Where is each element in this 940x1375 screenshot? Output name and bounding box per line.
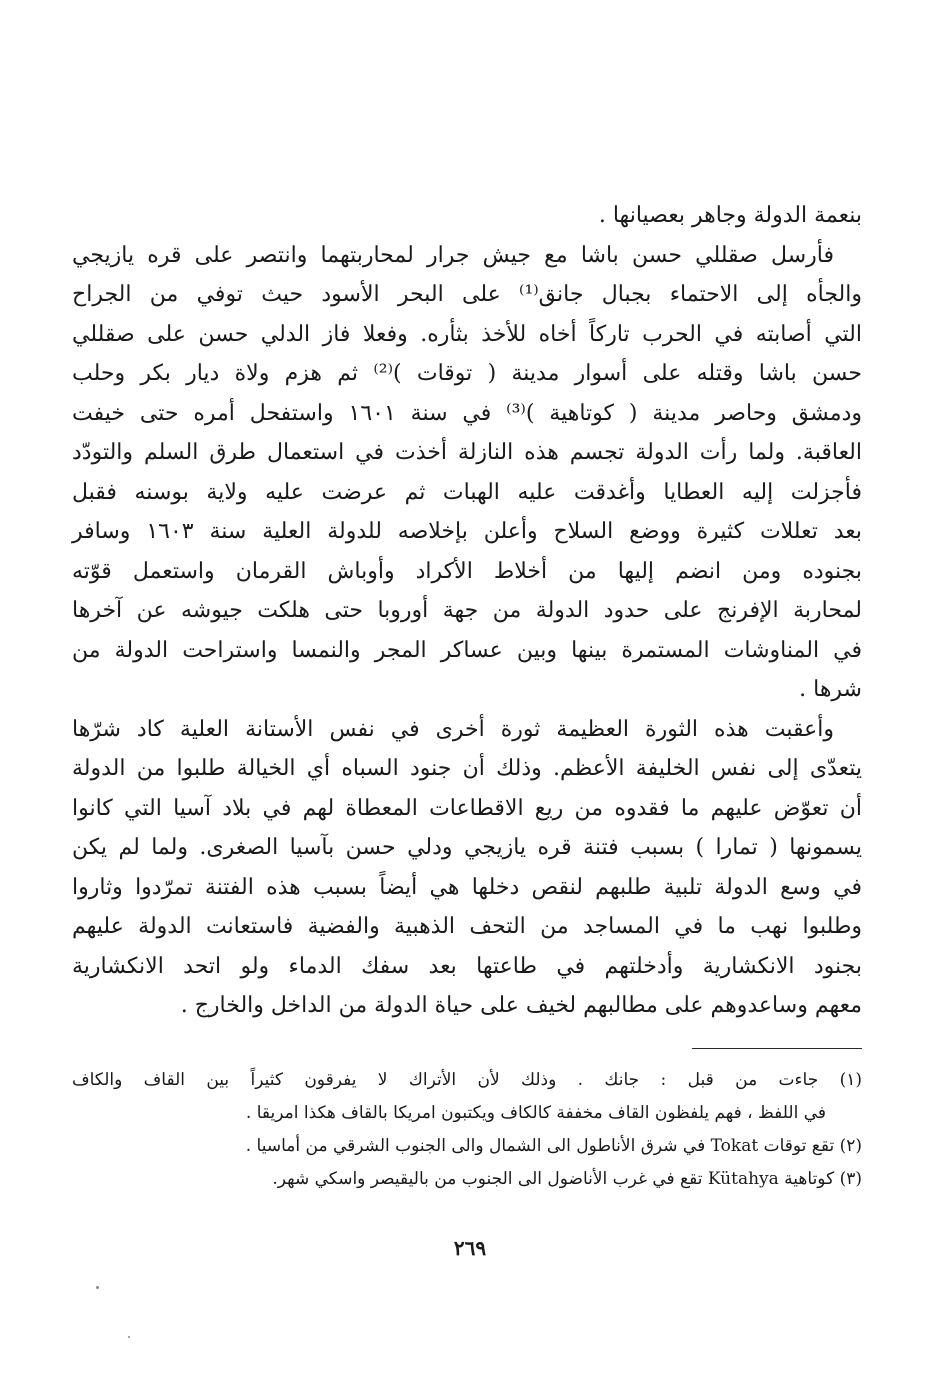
footnote-line: (١) جاءت من قبل : جانك . وذلك لأن الأتراك لا يفرقون كثيراً بين القاف والكاف	[72, 1070, 862, 1090]
text-line: شرها .	[799, 677, 862, 702]
text-line: أن تعوّض عليهم ما فقدوه من ريع الاقطاعات المعطاة لهم في بلاد آسيا التي كانوا	[72, 795, 862, 821]
main-text	[72, 196, 862, 1026]
footnotes	[72, 1064, 862, 1196]
footnote-line: في اللفظ ، فهم يلفظون القاف مخففة كالكاف ويكتبون امريكا بالقاف هكذا امريقا .	[245, 1103, 826, 1123]
text-line: والجأه إلى الاحتماء بجبال جانق⁽¹⁾ على البحر الأسود حيث توفي من الجراح	[72, 282, 862, 307]
text-line: لمحاربة الإفرنج على حدود الدولة من جهة أوروبا حتى هلكت جيوشه عن آخرها	[72, 598, 862, 623]
page-number: ٢٦٩	[453, 1236, 487, 1260]
text-line: بجنود الانكشارية وأدخلتهم في طاعتها بعد سفك الدماء ولو اتحد الانكشارية	[72, 953, 862, 979]
text-line: يسمونها ( تمارا ) بسبب فتنة قره يازيجي ودلي حسن بآسيا الصغرى. ولما لم يكن	[72, 835, 862, 860]
text-line: بجنوده ومن انضم إليها من أخلاط الأكراد وأوباش القرمان واستعمل قوّته	[72, 558, 862, 584]
text-line: بعد تعللات كثيرة ووضع السلاح وأعلن بإخلاصه للدولة العلية سنة ١٦٠٣ وسافر	[72, 519, 862, 544]
footnote-line: (٢) تقع توقات Tokat في شرق الأناطول الى الشمال والى الجنوب الشرقي من أماسيا .	[245, 1136, 862, 1156]
text-line: ودمشق وحاصر مدينة ( كوتاهية )⁽³⁾ في سنة ١٦٠١ واستفحل أمره حتى خيفت	[72, 400, 862, 426]
text-line: بنعمة الدولة وجاهر بعصيانها .	[598, 203, 862, 228]
text-line: وأعقبت هذه الثورة العظيمة ثورة أخرى في نفس الأستانة العلية كاد شرّها	[72, 716, 834, 742]
text-line: التي أصابته في الحرب تاركاً أخاه للأخذ بثأره. وفعلا فاز الدلي حسن على صقللي	[72, 321, 862, 347]
text-line: وطلبوا نهب ما في المساجد من التحف الذهبية والفضية فاستعانت الدولة عليهم	[72, 914, 862, 939]
text-line: فأرسل صقللي حسن باشا مع جيش جرار لمحاربتهما وانتصر على قره يازيجي	[72, 242, 834, 268]
text-line: معهم وساعدوهم على مطالبهم لخيف على حياة الدولة من الداخل والخارج .	[180, 993, 862, 1018]
text-line: في وسع الدولة تلبية طلبهم لنقص دخلها هي أيضاً بسبب هذه الفتنة تمرّدوا وثاروا	[72, 874, 862, 900]
text-line: يتعدّى إلى نفس الخليفة الأعظم. وذلك أن جنود السباه أي الخيالة طلبوا من الدولة	[72, 756, 863, 781]
text-line: حسن باشا وقتله على أسوار مدينة ( توقات )⁽²⁾ ثم هزم ولاة ديار بكر وحلب	[72, 361, 863, 386]
footnote-divider	[692, 1048, 862, 1049]
text-line: العاقبة. ولما رأت الدولة تجسم هذه النازلة أخذت في استعمال طرق السلم والتودّد	[72, 440, 862, 465]
text-line: فأجزلت إليه العطايا وأغدقت عليه الهبات ثم عرضت عليه ولاية بوسنه فقبل	[72, 479, 862, 505]
footnote-line: (٣) كوتاهية Kütahya تقع في غرب الأناضول الى الجنوب من باليقيصر واسكي شهر.	[272, 1169, 862, 1189]
scan-speck	[128, 1336, 130, 1338]
scan-speck	[96, 1286, 99, 1289]
text-line: في المناوشات المستمرة بينها وبين عساكر المجر والنمسا واستراحت الدولة من	[72, 637, 862, 663]
